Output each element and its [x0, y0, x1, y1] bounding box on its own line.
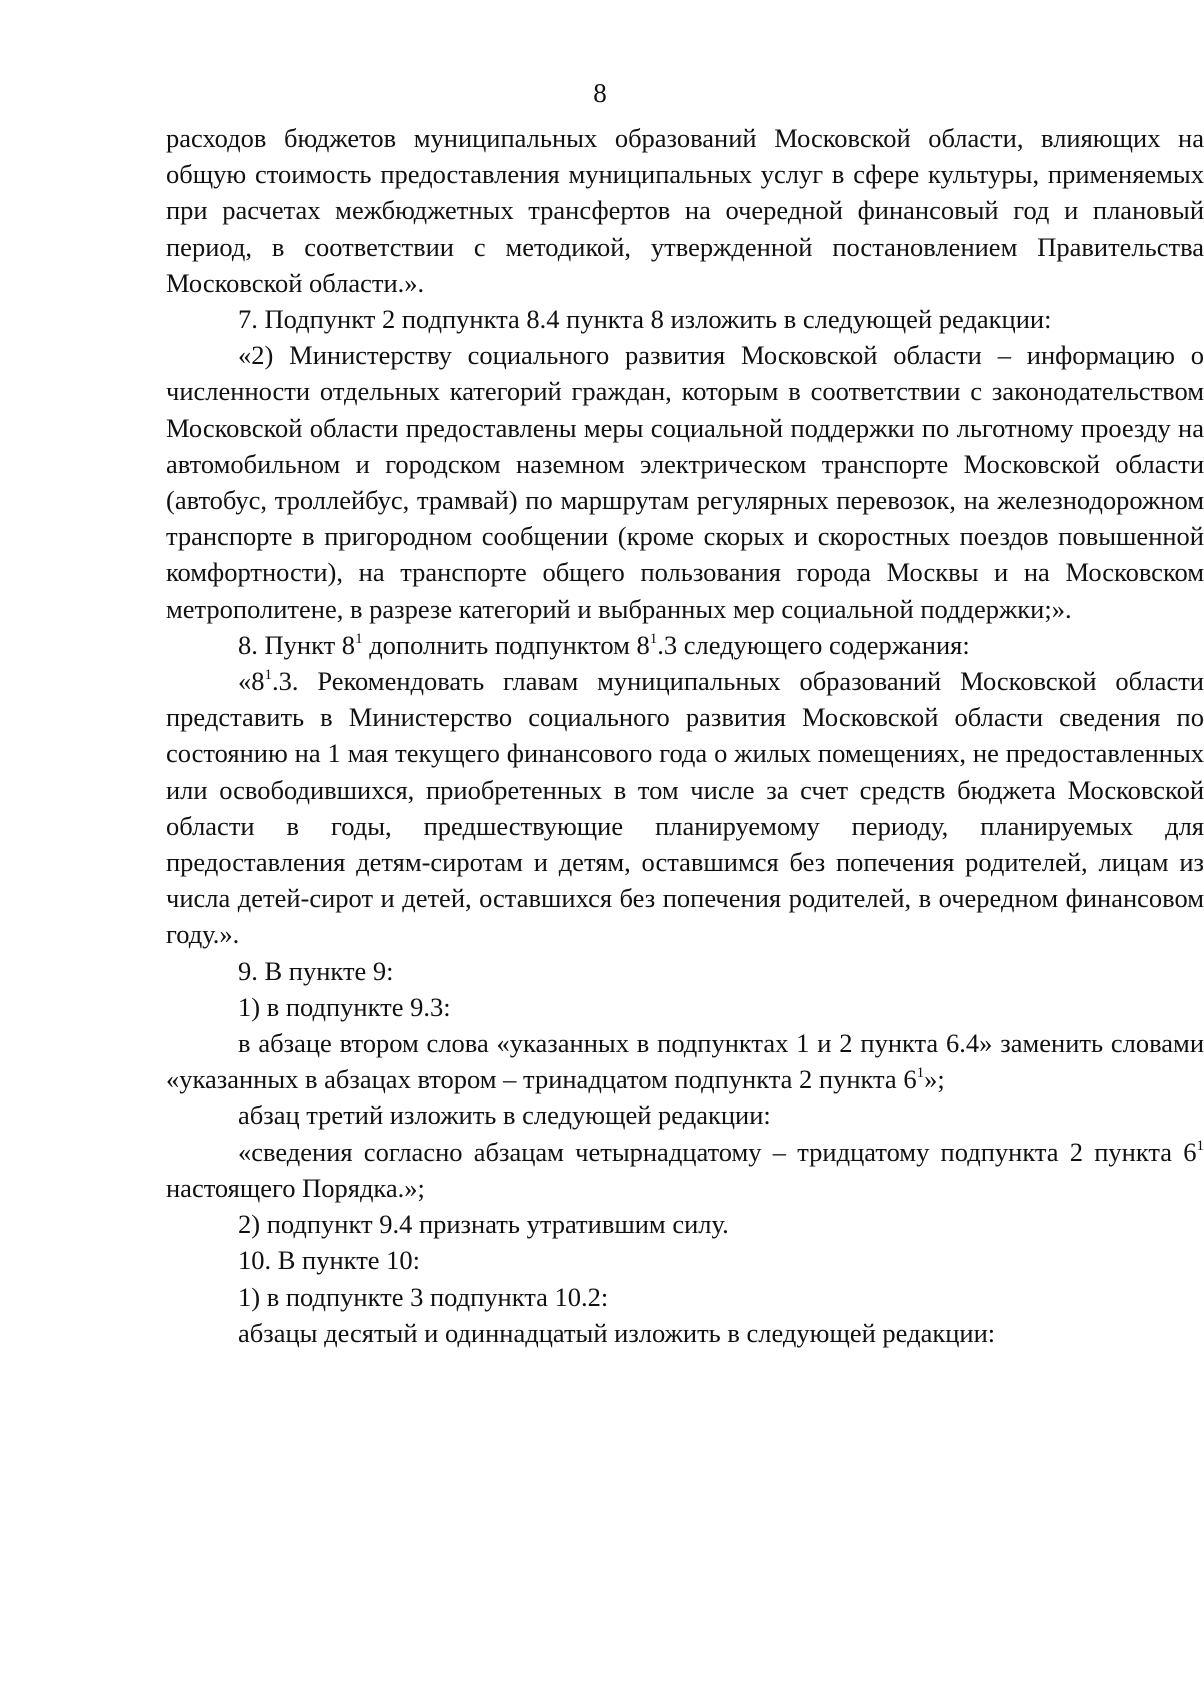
paragraph-item-10-1: 1) в подпункте 3 подпункта 10.2: — [238, 1281, 609, 1312]
paragraph-item-10-1-a: абзацы десятый и одиннадцатый изложить в следующей редакции: — [238, 1317, 996, 1348]
paragraph-item-8: 8. Пункт $8^1$ дополнить подпунктом $8^1.3$ следующего содержания: — [238, 629, 970, 660]
paragraph-item-10: 10. В пункте 10: — [238, 1245, 421, 1276]
document-body — [166, 120, 1204, 1351]
paragraph-item-8-text: «$8^1.3$. Рекомендовать главам муниципальных образований Московской области представить в Министерство социального развития Московской области сведения по состоянию на 1 мая текущего финансового года о жилых помещениях, не предоставленных или освободившихся, приобретенных в том числе за счет средств бюджета Московской области в годы, предшествующие планируемому периоду, планируемых для предоставления детям-сиротам и детям, оставшимся без попечения родителей, лицам из числа детей-сирот и детей, оставшихся без попечения родителей, в очередном финансовом году.». — [166, 666, 1204, 950]
paragraph-item-9-1-b: абзац третий изложить в следующей редакции: — [238, 1100, 771, 1131]
paragraph-item-9-1-c: «сведения согласно абзацам четырнадцатому – тридцатому подпункта 2 пункта $6^1$ настоящего Порядка.»; — [166, 1136, 1204, 1203]
page-number: 8 — [593, 78, 607, 108]
paragraph-continuation: расходов бюджетов муниципальных образований Московской области, влияющих на общую стоимость предоставления муниципальных услуг в сфере культуры, применяемых при расчетах межбюджетных трансфертов на очередной финансовый год и плановый период, в соответствии с методикой, утвержденной постановлением Правительства Московской области.». — [166, 123, 1204, 298]
paragraph-item-9-2: 2) подпункт 9.4 признать утратившим силу. — [238, 1209, 729, 1240]
paragraph-item-9: 9. В пункте 9: — [238, 955, 394, 986]
paragraph-item-7-text: «2) Министерству социального развития Московской области – информацию о численности отдельных категорий граждан, которым в соответствии с законодательством Московской области предоставлены меры социальной поддержки по льготному проезду на автомобильном и городском наземном электрическом транспорте Московской области (автобус, троллейбус, трамвай) по маршрутам регулярных перевозок, на железнодорожном транспорте в пригородном сообщении (кроме скорых и скоростных поездов повышенной комфортности), на транспорте общего пользования города Москвы и на Московском метрополитене, в разрезе категорий и выбранных мер социальной поддержки;». — [166, 340, 1204, 624]
paragraph-item-9-1-a: в абзаце втором слова «указанных в подпунктах 1 и 2 пункта 6.4» заменить словами «указанных в абзацах втором – тринадцатом подпункта 2 пункта $6^1$»; — [166, 1028, 1204, 1095]
paragraph-item-7: 7. Подпункт 2 подпункта 8.4 пункта 8 изложить в следующей редакции: — [238, 304, 1052, 335]
paragraph-item-9-1: 1) в подпункте 9.3: — [238, 991, 451, 1022]
